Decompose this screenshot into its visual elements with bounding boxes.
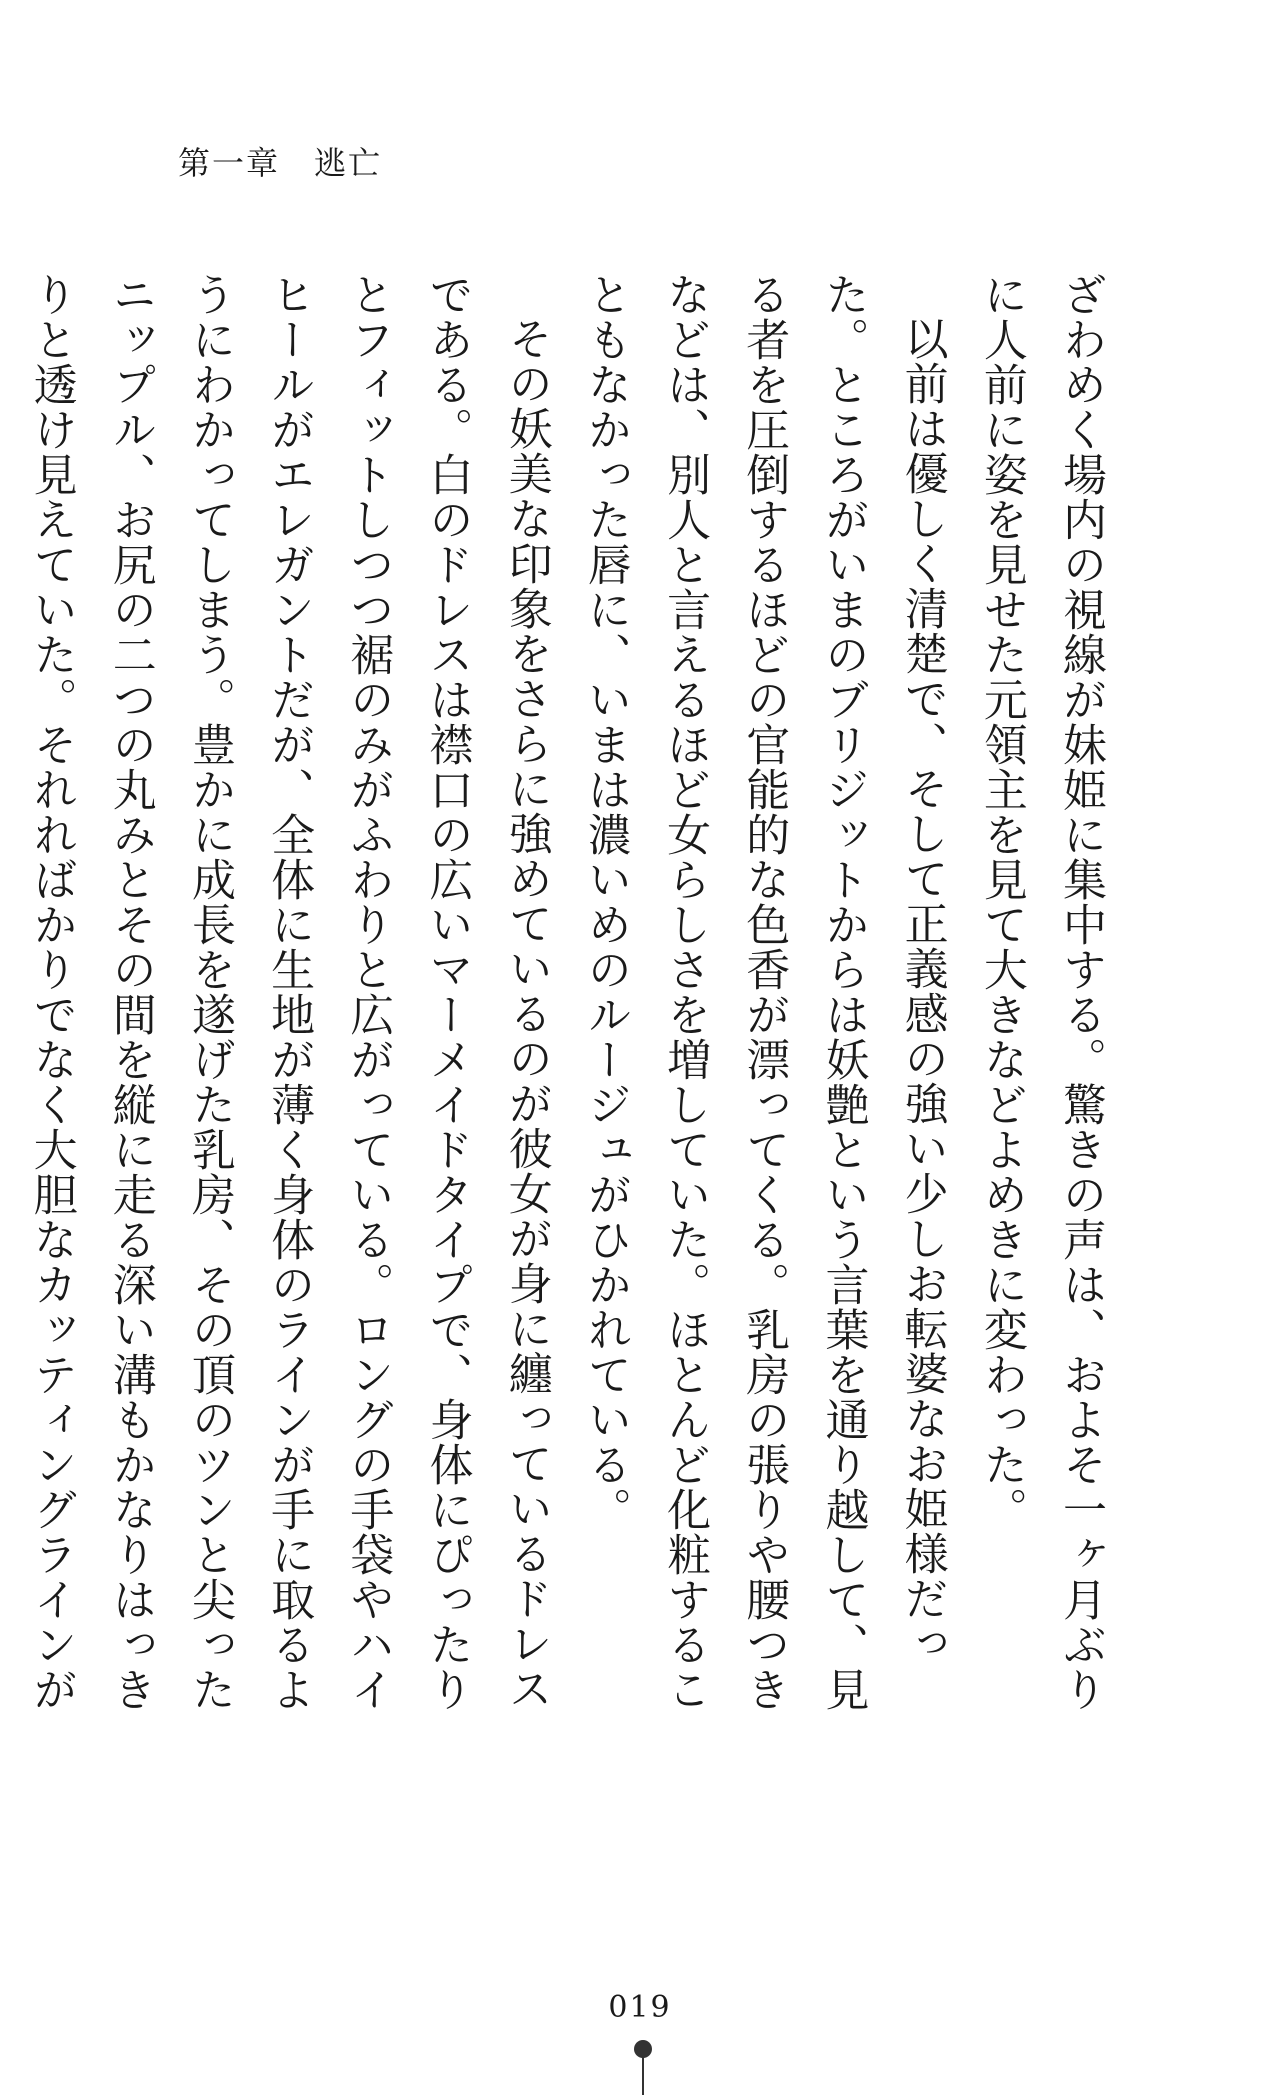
chapter-header: 第一章 逃亡 xyxy=(178,144,383,182)
paragraph-1: ざわめく場内の視線が妹姫に集中する。驚きの声は、およそ一ヶ月ぶりに人前に姿を見せた元領主を見て大きなどよめきに変わった。 xyxy=(975,272,1106,1712)
paragraph-3: その妖美な印象をさらに強めているのが彼女が身に纏っているドレスである。白のドレスは襟口の広いマーメイドタイプで、身体にぴったりとフィットしつつ裾のみがふわりと広がっている。ロングの手袋やハイヒールがエレガントだが、全体に生地が薄く身体のラインが手に取るようにわかってしまう。豊かに成長を遂げた乳房、その頂のツンと尖ったニップル、お尻の二つの丸みとその間を縦に走る深い溝もかなりはっきりと透け見えていた。それればかりでなく大胆なカッティングラインが xyxy=(25,272,552,1712)
paragraph-2: 以前は優しく清楚で、そして正義感の強い少しお転婆なお姫様だった。ところがいまのブリジットからは妖艶という言葉を通り越して、見る者を圧倒するほどの官能的な色香が漂ってくる。乳房の張りや腰つきなどは、別人と言えるほど女らしさを増していた。ほとんど化粧することもなかった唇に、いまは濃いめのルージュがひかれている。 xyxy=(579,272,948,1712)
body-text xyxy=(25,272,1120,1732)
page-marker-line xyxy=(642,2056,644,2095)
page-number: 019 xyxy=(608,1990,672,2025)
